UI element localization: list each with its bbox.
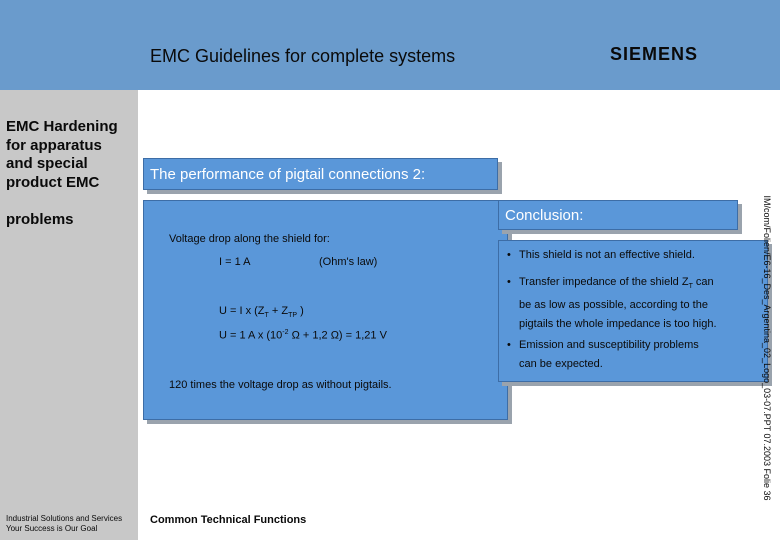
main-content-box: [143, 200, 508, 420]
conclusion-bullet-3: • Emission and susceptibility problems can be expected.: [507, 339, 699, 370]
slide-title-box: [143, 158, 498, 190]
page-title: EMC Guidelines for complete systems: [150, 46, 456, 66]
conclusion-bullet-2: • Transfer impedance of the shield $Z_T$ can be as low as possible, according to the pigtails the whole impedance is too high.: [507, 276, 717, 331]
siemens-logo: SIEMENS: [610, 44, 699, 64]
voltage-drop-label: Voltage drop along the shield for:: [169, 233, 330, 245]
footer-text: Common Technical Functions: [150, 514, 307, 526]
conclusion-box: [498, 240, 768, 382]
summary-text: 120 times the voltage drop as without pigtails.: [169, 379, 392, 391]
sidebar-title: EMC Hardening for apparatus and special product EMC problems: [6, 118, 118, 228]
voltage-formula: U = I x ($Z_T + Z_{TP}$ ): [219, 305, 304, 320]
current-value: I = 1 A: [219, 256, 251, 268]
slide-title: The performance of pigtail connections 2:: [150, 166, 426, 183]
conclusion-heading: Conclusion:: [505, 207, 584, 224]
ohms-law-note: (Ohm's law): [319, 256, 378, 268]
side-note: IM/com/Folien/E6-16_Des_Argentina_02_Logo_03-07.PPT 07.2003 Folie 36: [762, 194, 772, 501]
conclusion-header-box: [498, 200, 738, 230]
conclusion-bullet-1: • This shield is not an effective shield.: [507, 249, 695, 261]
voltage-calculation: U = 1 A x ($10^{-2}$ Ω + 1,2 Ω) = 1,21 V: [219, 329, 387, 342]
sidebar-footer: Industrial Solutions and Services Your Success is Our Goal: [6, 514, 123, 533]
header-bar: [0, 0, 780, 90]
